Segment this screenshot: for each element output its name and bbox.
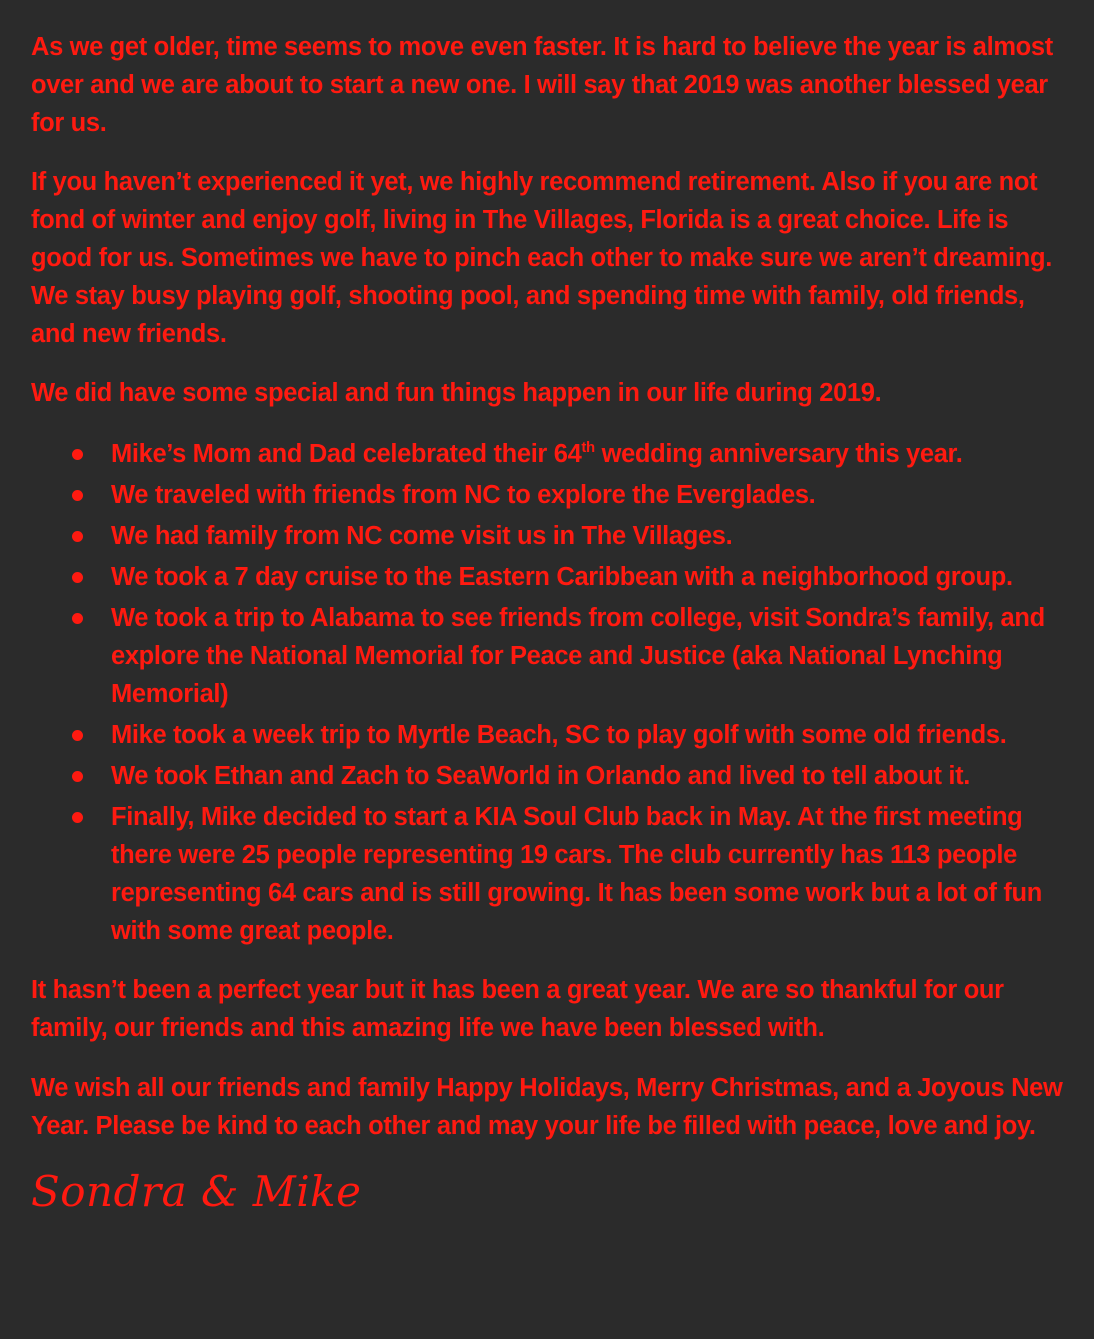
list-item <box>31 599 1071 713</box>
list-item-text: We took a 7 day cruise to the Eastern Caribbean with a neighborhood group. <box>111 563 1013 592</box>
list-item-text: Mike’s Mom and Dad celebrated their 64 <box>111 440 582 469</box>
bullet-icon <box>72 730 83 741</box>
list-item-text: Mike took a week trip to Myrtle Beach, SC to play golf with some old friends. <box>111 721 1007 750</box>
signature: Sondra & Mike <box>31 1167 362 1217</box>
bullet-icon <box>72 771 83 782</box>
ordinal-suffix: th <box>581 439 595 457</box>
list-item <box>31 716 1071 754</box>
list-item-text: Finally, Mike decided to start a KIA Soul Club back in May. At the first meeting there were 25 people representing 19 cars. The club currently has 113 people representing 64 cars and is still growing. It has been some work but a lot of fun with some great people. <box>111 803 1042 946</box>
highlights-list <box>31 435 1071 950</box>
bullet-icon <box>72 531 83 542</box>
bullet-icon <box>72 812 83 823</box>
list-item <box>31 476 1071 514</box>
bullet-icon <box>72 490 83 501</box>
list-item-text: We took a trip to Alabama to see friends from college, visit Sondra’s family, and explore the National Memorial for Peace and Justice (aka National Lynching Memorial) <box>111 604 1045 709</box>
lead-in-paragraph: We did have some special and fun things happen in our life during 2019. <box>31 379 882 408</box>
list-item <box>31 757 1071 795</box>
retirement-paragraph: If you haven’t experienced it yet, we highly recommend retirement. Also if you are not fond of winter and enjoy golf, living in The Villages, Florida is a great choice. Life is good for us. Sometimes we have to pinch each other to make sure we aren’t dreaming. We stay busy playing golf, shooting pool, and spending time with family, old friends, and new friends. <box>31 168 1052 348</box>
closing-paragraph: It hasn’t been a perfect year but it has been a great year. We are so thankful for our family, our friends and this amazing life we have been blessed with. <box>31 976 1004 1042</box>
wishes-paragraph: We wish all our friends and family Happy Holidays, Merry Christmas, and a Joyous New Year. Please be kind to each other and may your life be filled with peace, love and joy. <box>31 1073 1063 1140</box>
list-item-text: We traveled with friends from NC to explore the Everglades. <box>111 481 816 510</box>
bullet-icon <box>72 572 83 583</box>
list-item <box>31 558 1071 596</box>
list-item <box>31 798 1071 950</box>
list-item <box>31 517 1071 555</box>
list-item-text: wedding anniversary this year. <box>594 440 963 469</box>
bullet-icon <box>72 449 83 460</box>
list-item-text: We had family from NC come visit us in The Villages. <box>111 522 733 551</box>
intro-paragraph: As we get older, time seems to move even faster. It is hard to believe the year is almost over and we are about to start a new one. I will say that 2019 was another blessed year for us. <box>31 33 1053 137</box>
letter <box>31 29 1071 1217</box>
list-item <box>31 435 1071 473</box>
list-item-text: We took Ethan and Zach to SeaWorld in Orlando and lived to tell about it. <box>111 762 970 791</box>
bullet-icon <box>72 613 83 624</box>
